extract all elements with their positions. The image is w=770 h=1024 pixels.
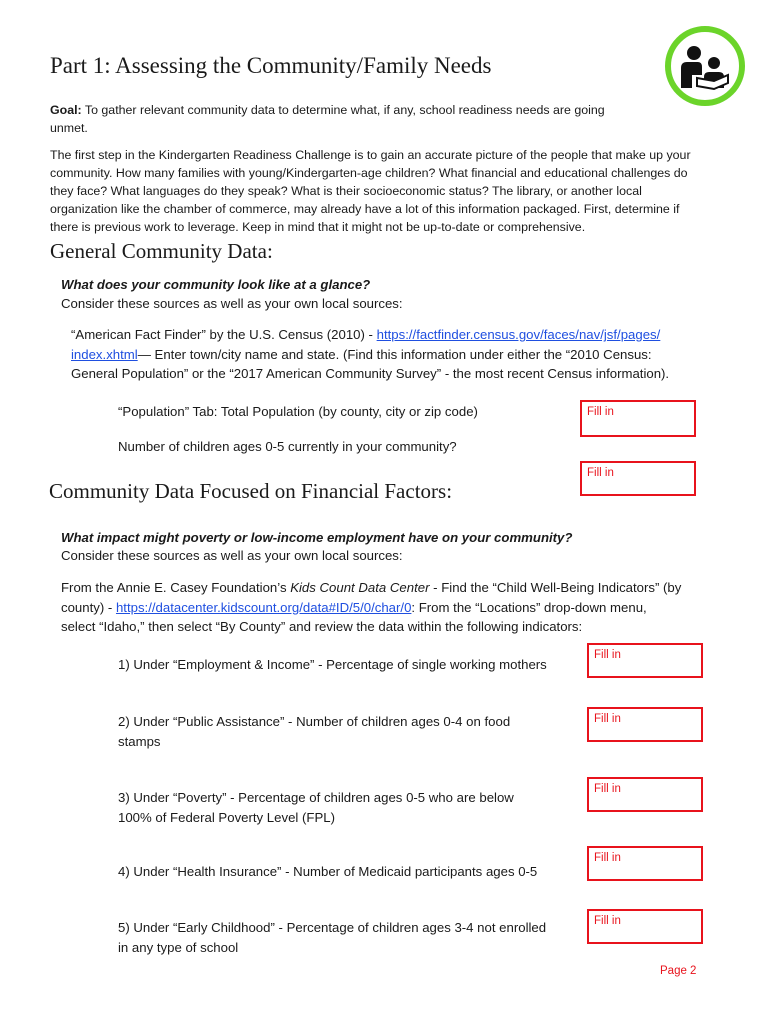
fill-in-label: Fill in [594, 852, 621, 864]
fill-in-indicator-1[interactable] [587, 643, 703, 678]
indicator-item-1 [118, 655, 547, 675]
factfinder-link-cont[interactable]: index.xhtml [71, 346, 138, 362]
indicator-text: 2) Under “Public Assistance” - Number of children ages 0-4 on food [118, 714, 511, 729]
source-instructions: — Enter town/city name and state. (Find this information under either the “2010 Census: [137, 346, 652, 362]
financial-consider: Consider these sources as well as your own local sources: [61, 548, 403, 563]
intro-line: organization like the chamber of commerce, may already have a lot of this information packaged. First, determine if [50, 202, 680, 216]
kidscount-link[interactable]: https://datacenter.kidscount.org/data#ID/5/0/char/0 [115, 599, 412, 615]
page-number: Page 2 [660, 965, 697, 977]
financial-question: What impact might poverty or low-income employment have on your community? [61, 530, 573, 545]
fill-in-population[interactable] [580, 400, 696, 437]
source-line1-prefix: From the Annie E. Casey Foundation’s [61, 580, 291, 595]
indicator-item-5 [118, 918, 546, 957]
financial-heading: Community Data Focused on Financial Factors: [49, 479, 453, 503]
fill-in-indicator-3[interactable] [587, 777, 703, 812]
fill-in-label: Fill in [587, 467, 614, 479]
intro-line: community. How many families with young/Kindergarten-age children? What financial and educational challenges do [50, 166, 688, 180]
intro-line: they face? What languages do they speak? What is their socioeconomic status? The library, or another local [50, 184, 642, 198]
fill-in-label: Fill in [594, 649, 621, 661]
indicator-item-2 [118, 712, 510, 751]
intro-line: there is previous work to leverage. Keep in mind that it might not be up-to-date or comprehensive. [50, 220, 586, 234]
page-title: Part 1: Assessing the Community/Family Needs [50, 53, 492, 78]
indicator-text-cont: stamps [118, 733, 161, 749]
indicator-text: 1) Under “Employment & Income” - Percentage of single working mothers [118, 657, 547, 672]
indicator-text-cont: 100% of Federal Poverty Level (FPL) [118, 809, 335, 825]
indicator-text-cont: in any type of school [118, 939, 239, 955]
parent-child-reading-icon [664, 25, 746, 107]
fill-in-label: Fill in [594, 915, 621, 927]
general-question: What does your community look like at a glance? [61, 277, 371, 292]
goal-line1: To gather relevant community data to determine what, if any, school readiness needs are going [81, 103, 605, 117]
source-line3: General Population” or the “2017 American Community Survey” - the most recent Census information). [71, 366, 670, 381]
source-line3: select “Idaho,” then select “By County” and review the data within the following indicators: [61, 619, 583, 634]
goal-line2: unmet. [50, 121, 88, 135]
fill-in-indicator-4[interactable] [587, 846, 703, 881]
source-prefix: “American Fact Finder” by the U.S. Census (2010) - [71, 327, 377, 342]
financial-source [61, 578, 741, 637]
source-line2-prefix: county) - [61, 599, 116, 615]
factfinder-link[interactable]: https://factfinder.census.gov/faces/nav/jsf/pages/ [376, 327, 661, 342]
indicator-item-4 [118, 862, 537, 882]
source-line2-suffix: : From the “Locations” drop-down menu, [411, 599, 647, 615]
intro-paragraph [50, 146, 740, 236]
fill-in-children-count[interactable] [580, 461, 696, 496]
indicator-text: 4) Under “Health Insurance” - Number of Medicaid participants ages 0-5 [118, 864, 538, 879]
fill-in-indicator-5[interactable] [587, 909, 703, 944]
goal-text [50, 101, 690, 137]
fill-in-label: Fill in [587, 406, 614, 418]
population-item: “Population” Tab: Total Population (by county, city or zip code) [118, 404, 478, 419]
goal-label: Goal: [50, 103, 82, 117]
source-line1-suffix: - Find the “Child Well-Being Indicators” (by [429, 580, 682, 595]
indicator-item-3 [118, 788, 514, 827]
general-consider: Consider these sources as well as your own local sources: [61, 296, 403, 311]
general-source [71, 325, 731, 384]
indicator-text: 3) Under “Poverty” - Percentage of children ages 0-5 who are below [118, 790, 514, 805]
kids-count-name: Kids Count Data Center [290, 580, 430, 595]
fill-in-label: Fill in [594, 713, 621, 725]
indicator-text: 5) Under “Early Childhood” - Percentage of children ages 3-4 not enrolled [118, 920, 547, 935]
general-heading: General Community Data: [50, 239, 273, 263]
fill-in-indicator-2[interactable] [587, 707, 703, 742]
fill-in-label: Fill in [594, 783, 621, 795]
intro-line: The first step in the Kindergarten Readiness Challenge is to gain an accurate picture of the people that make up your [50, 148, 691, 162]
children-count-item: Number of children ages 0-5 currently in your community? [118, 439, 457, 454]
